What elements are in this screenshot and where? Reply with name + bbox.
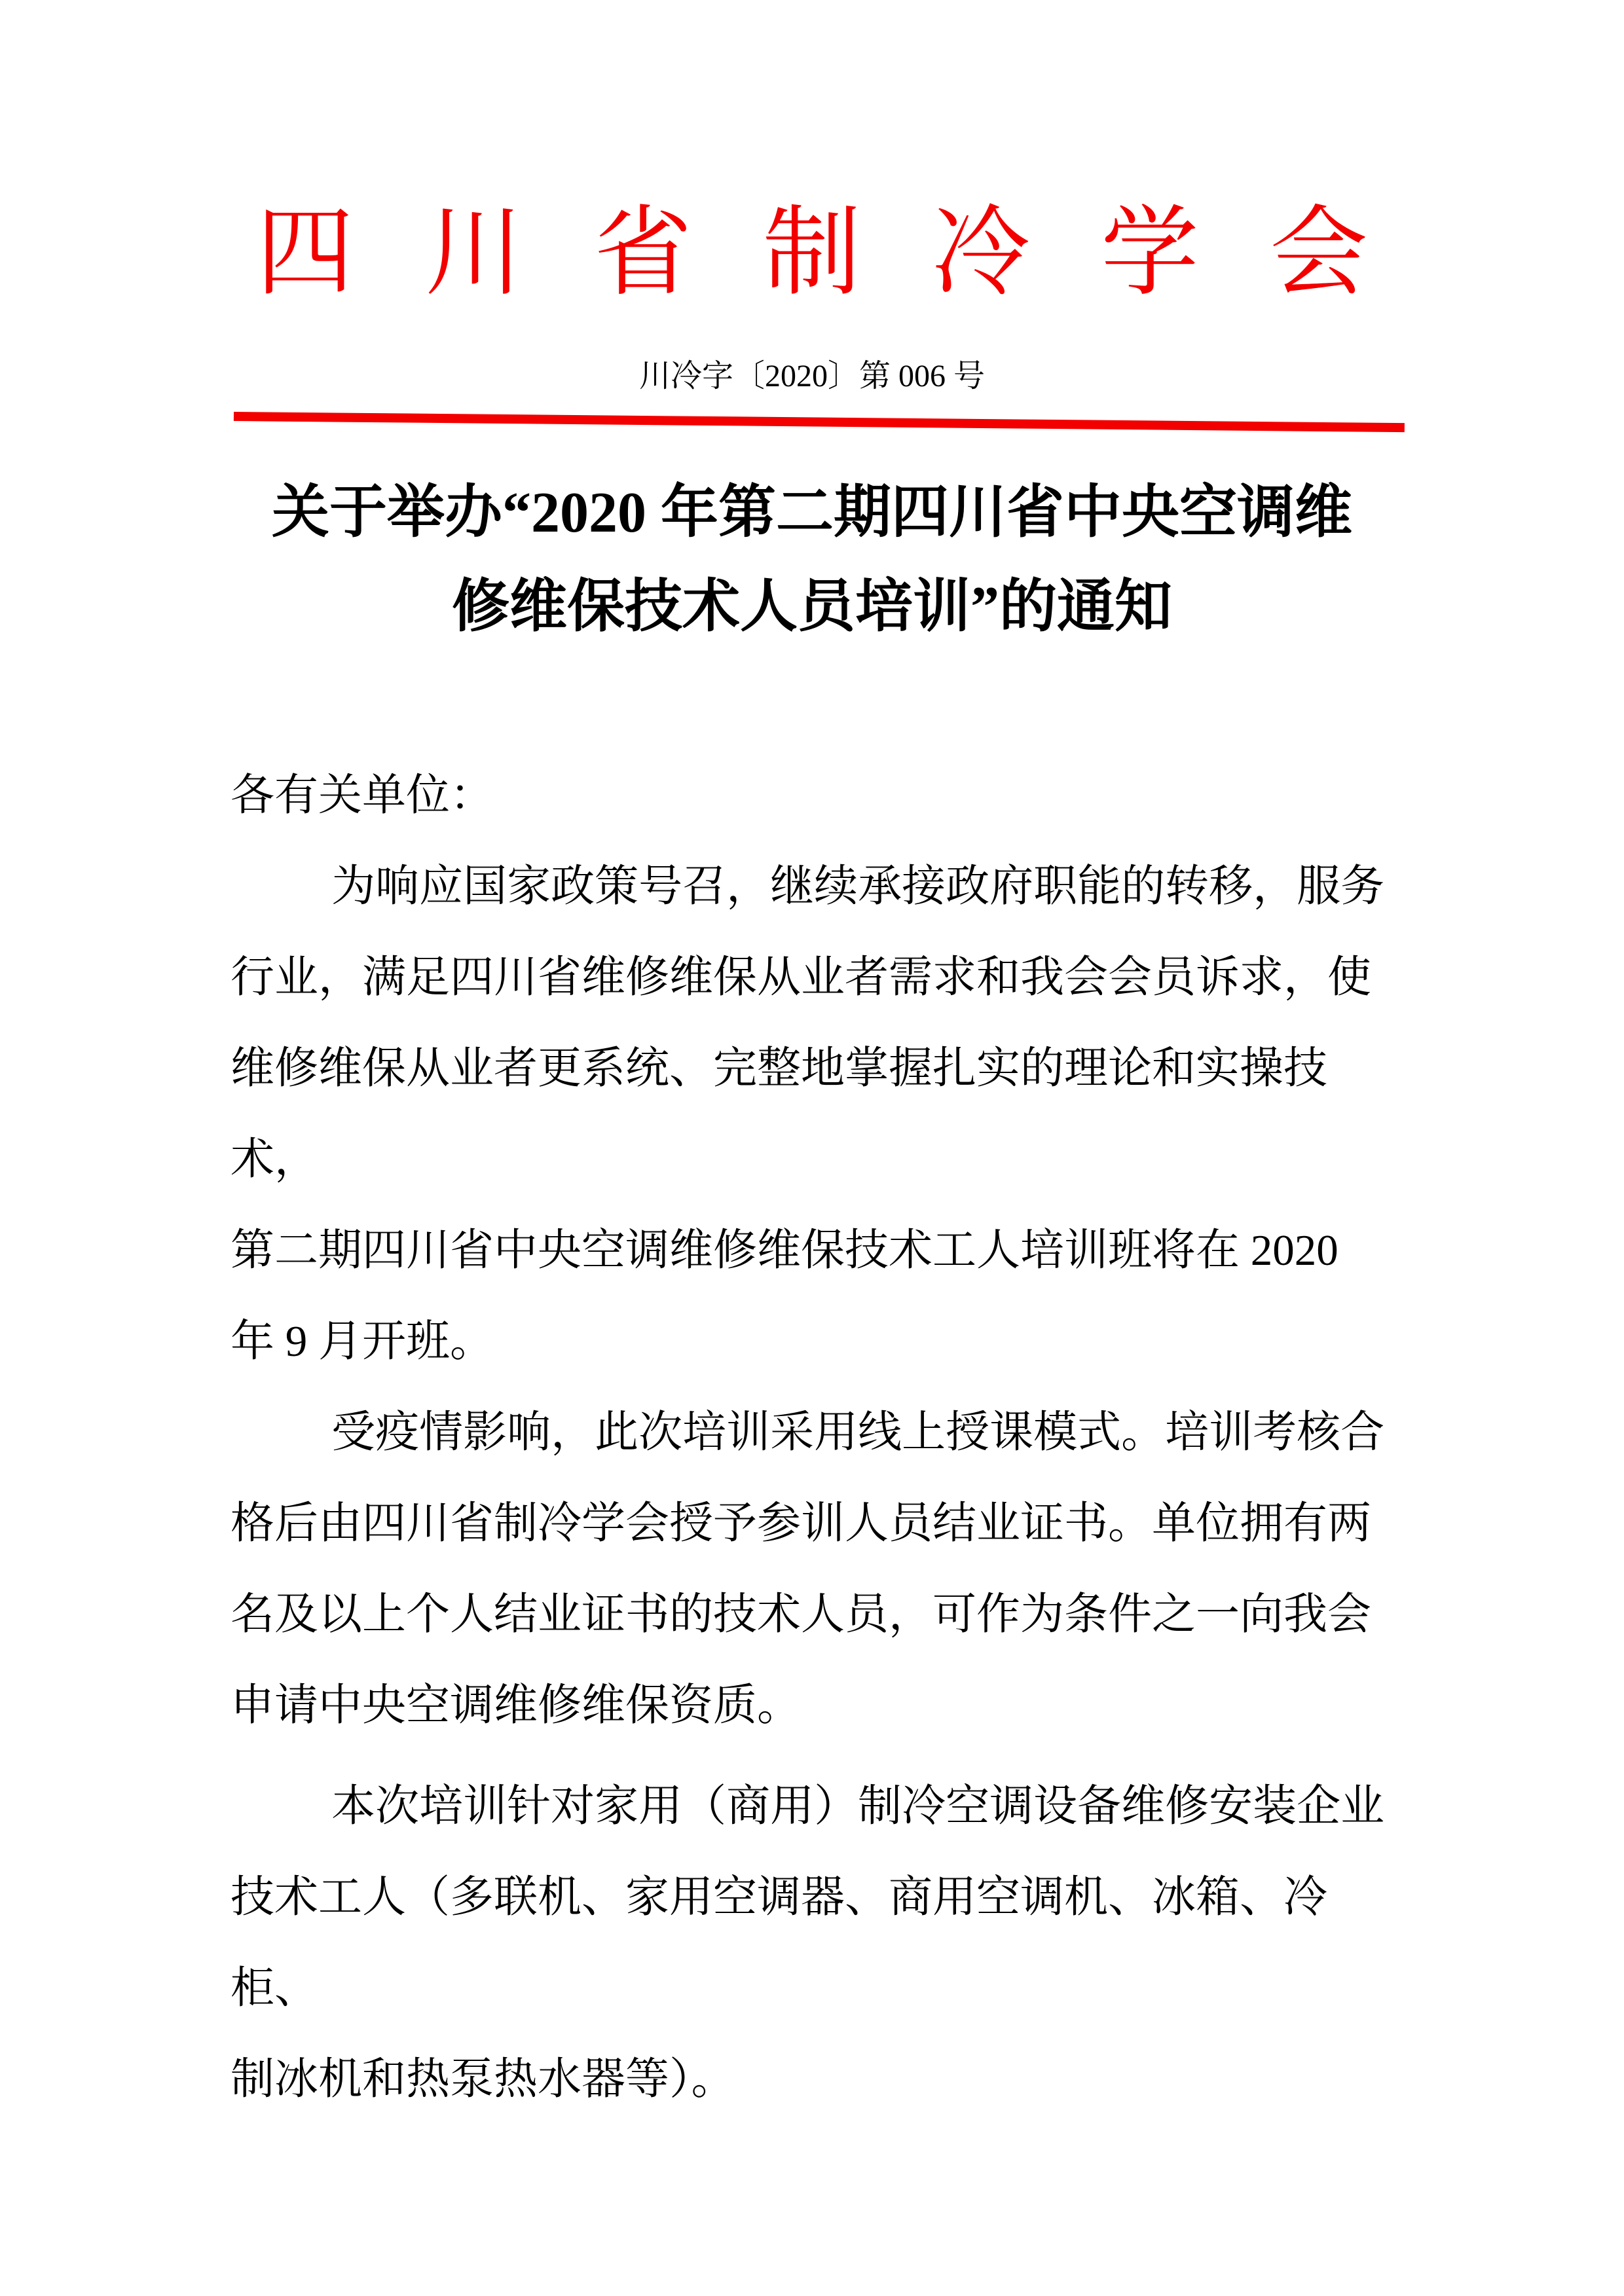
body-text-line: 行业，满足四川省维修维保从业者需求和我会会员诉求，使 <box>231 953 1371 1002</box>
document-body <box>231 750 1400 2125</box>
body-text-line: 本次培训针对家用（商用）制冷空调设备维修安装企业 <box>331 1782 1385 1831</box>
body-text-line: 各有关单位： <box>231 771 494 820</box>
body-paragraph <box>231 750 1400 841</box>
body-text-line: 名及以上个人结业证书的技术人员，可作为条件之一向我会 <box>231 1590 1371 1639</box>
body-text-line: 维修维保从业者更系统、完整地掌握扎实的理论和实操技术， <box>231 1044 1327 1184</box>
body-text-line: 为响应国家政策号召，继续承接政府职能的转移，服务 <box>331 862 1385 911</box>
body-paragraph <box>231 841 1400 1387</box>
body-text-line: 第二期四川省中央空调维修维保技术工人培训班将在 2020 <box>231 1226 1338 1275</box>
body-paragraph <box>231 1387 1400 1751</box>
body-text-line: 受疫情影响，此次培训采用线上授课模式。培训考核合 <box>331 1408 1385 1457</box>
body-text-line: 申请中央空调维修维保资质。 <box>231 1681 801 1730</box>
doc-number: 川冷字〔2020〕第 006 号 <box>638 359 985 393</box>
org-title-text: 四川省制冷学会 <box>255 199 1439 308</box>
body-text-line: 制冰机和热泵热水器等）。 <box>231 2055 735 2104</box>
body-paragraph <box>231 1761 1400 2125</box>
body-text-line: 格后由四川省制冷学会授予参训人员结业证书。单位拥有两 <box>231 1499 1371 1548</box>
red-divider-line <box>234 412 1405 432</box>
body-text-line: 年 9 月开班。 <box>231 1317 494 1366</box>
document-title-line-2: 修维保技术人员培训”的通知 <box>451 575 1172 639</box>
document-title <box>0 466 1624 655</box>
document-title-line-1: 关于举办“2020 年第二期四川省中央空调维 <box>271 481 1352 545</box>
body-text-line: 技术工人（多联机、家用空调器、商用空调机、冰箱、冷柜、 <box>231 1873 1327 2013</box>
